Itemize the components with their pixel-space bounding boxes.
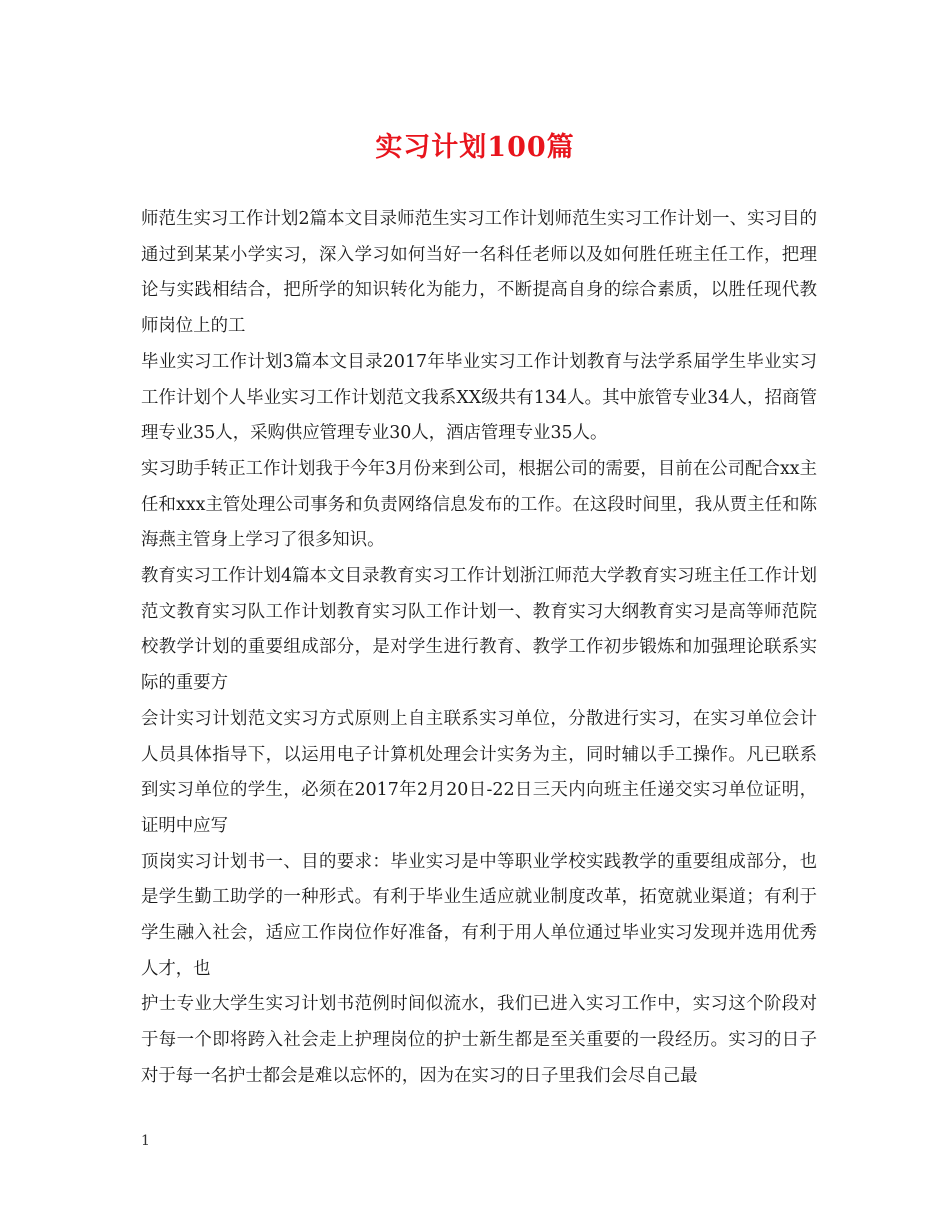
document-title: 实习计划100篇 bbox=[375, 132, 575, 163]
paragraph-5: 会计实习计划范文实习方式原则上自主联系实习单位，分散进行实习，在实习单位会计人员具体指导下，以运用电子计算机处理会计实务为主，同时辅以手工操作。凡已联系到实习单位的学生，必须在2017年2月20日-22日三天内向班主任递交实习单位证明，证明中应写 bbox=[141, 708, 817, 836]
paragraph-6: 顶岗实习计划书一、目的要求：毕业实习是中等职业学校实践教学的重要组成部分，也是学生勤工助学的一种形式。有利于毕业生适应就业制度改革，拓宽就业渠道；有利于学生融入社会，适应工作岗位作好准备，有利于用人单位通过毕业实习发现并选用优秀人才，也 bbox=[141, 851, 817, 979]
paragraph-2: 毕业实习工作计划3篇本文目录2017年毕业实习工作计划教育与法学系届学生毕业实习工作计划个人毕业实习工作计划范文我系XX级共有134人。其中旅管专业34人，招商管理专业35人，采购供应管理专业30人，酒店管理专业35人。 bbox=[141, 351, 817, 444]
paragraph-7: 护士专业大学生实习计划书范例时间似流水，我们已进入实习工作中，实习这个阶段对于每一个即将跨入社会走上护理岗位的护士新生都是至关重要的一段经历。实习的日子对于每一名护士都会是难以忘怀的，因为在实习的日子里我们会尽自己最 bbox=[141, 994, 817, 1086]
paragraph-3: 实习助手转正工作计划我于今年3月份来到公司，根据公司的需要，目前在公司配合xx主任和xxx主管处理公司事务和负责网络信息发布的工作。在这段时间里，我从贾主任和陈海燕主管身上学习了很多知识。 bbox=[141, 458, 817, 551]
page-number: 1 bbox=[141, 1133, 150, 1149]
paragraph-1: 师范生实习工作计划2篇本文目录师范生实习工作计划师范生实习工作计划一、实习目的通过到某某小学实习，深入学习如何当好一名科任老师以及如何胜任班主任工作，把理论与实践相结合，把所学的知识转化为能力，不断提高自身的综合素质，以胜任现代教师岗位上的工 bbox=[141, 209, 817, 337]
paragraph-4: 教育实习工作计划4篇本文目录教育实习工作计划浙江师范大学教育实习班主任工作计划范文教育实习队工作计划教育实习队工作计划一、教育实习大纲教育实习是高等师范院校教学计划的重要组成部分，是对学生进行教育、教学工作初步锻炼和加强理论联系实际的重要方 bbox=[141, 566, 817, 694]
document-body bbox=[141, 202, 817, 1095]
